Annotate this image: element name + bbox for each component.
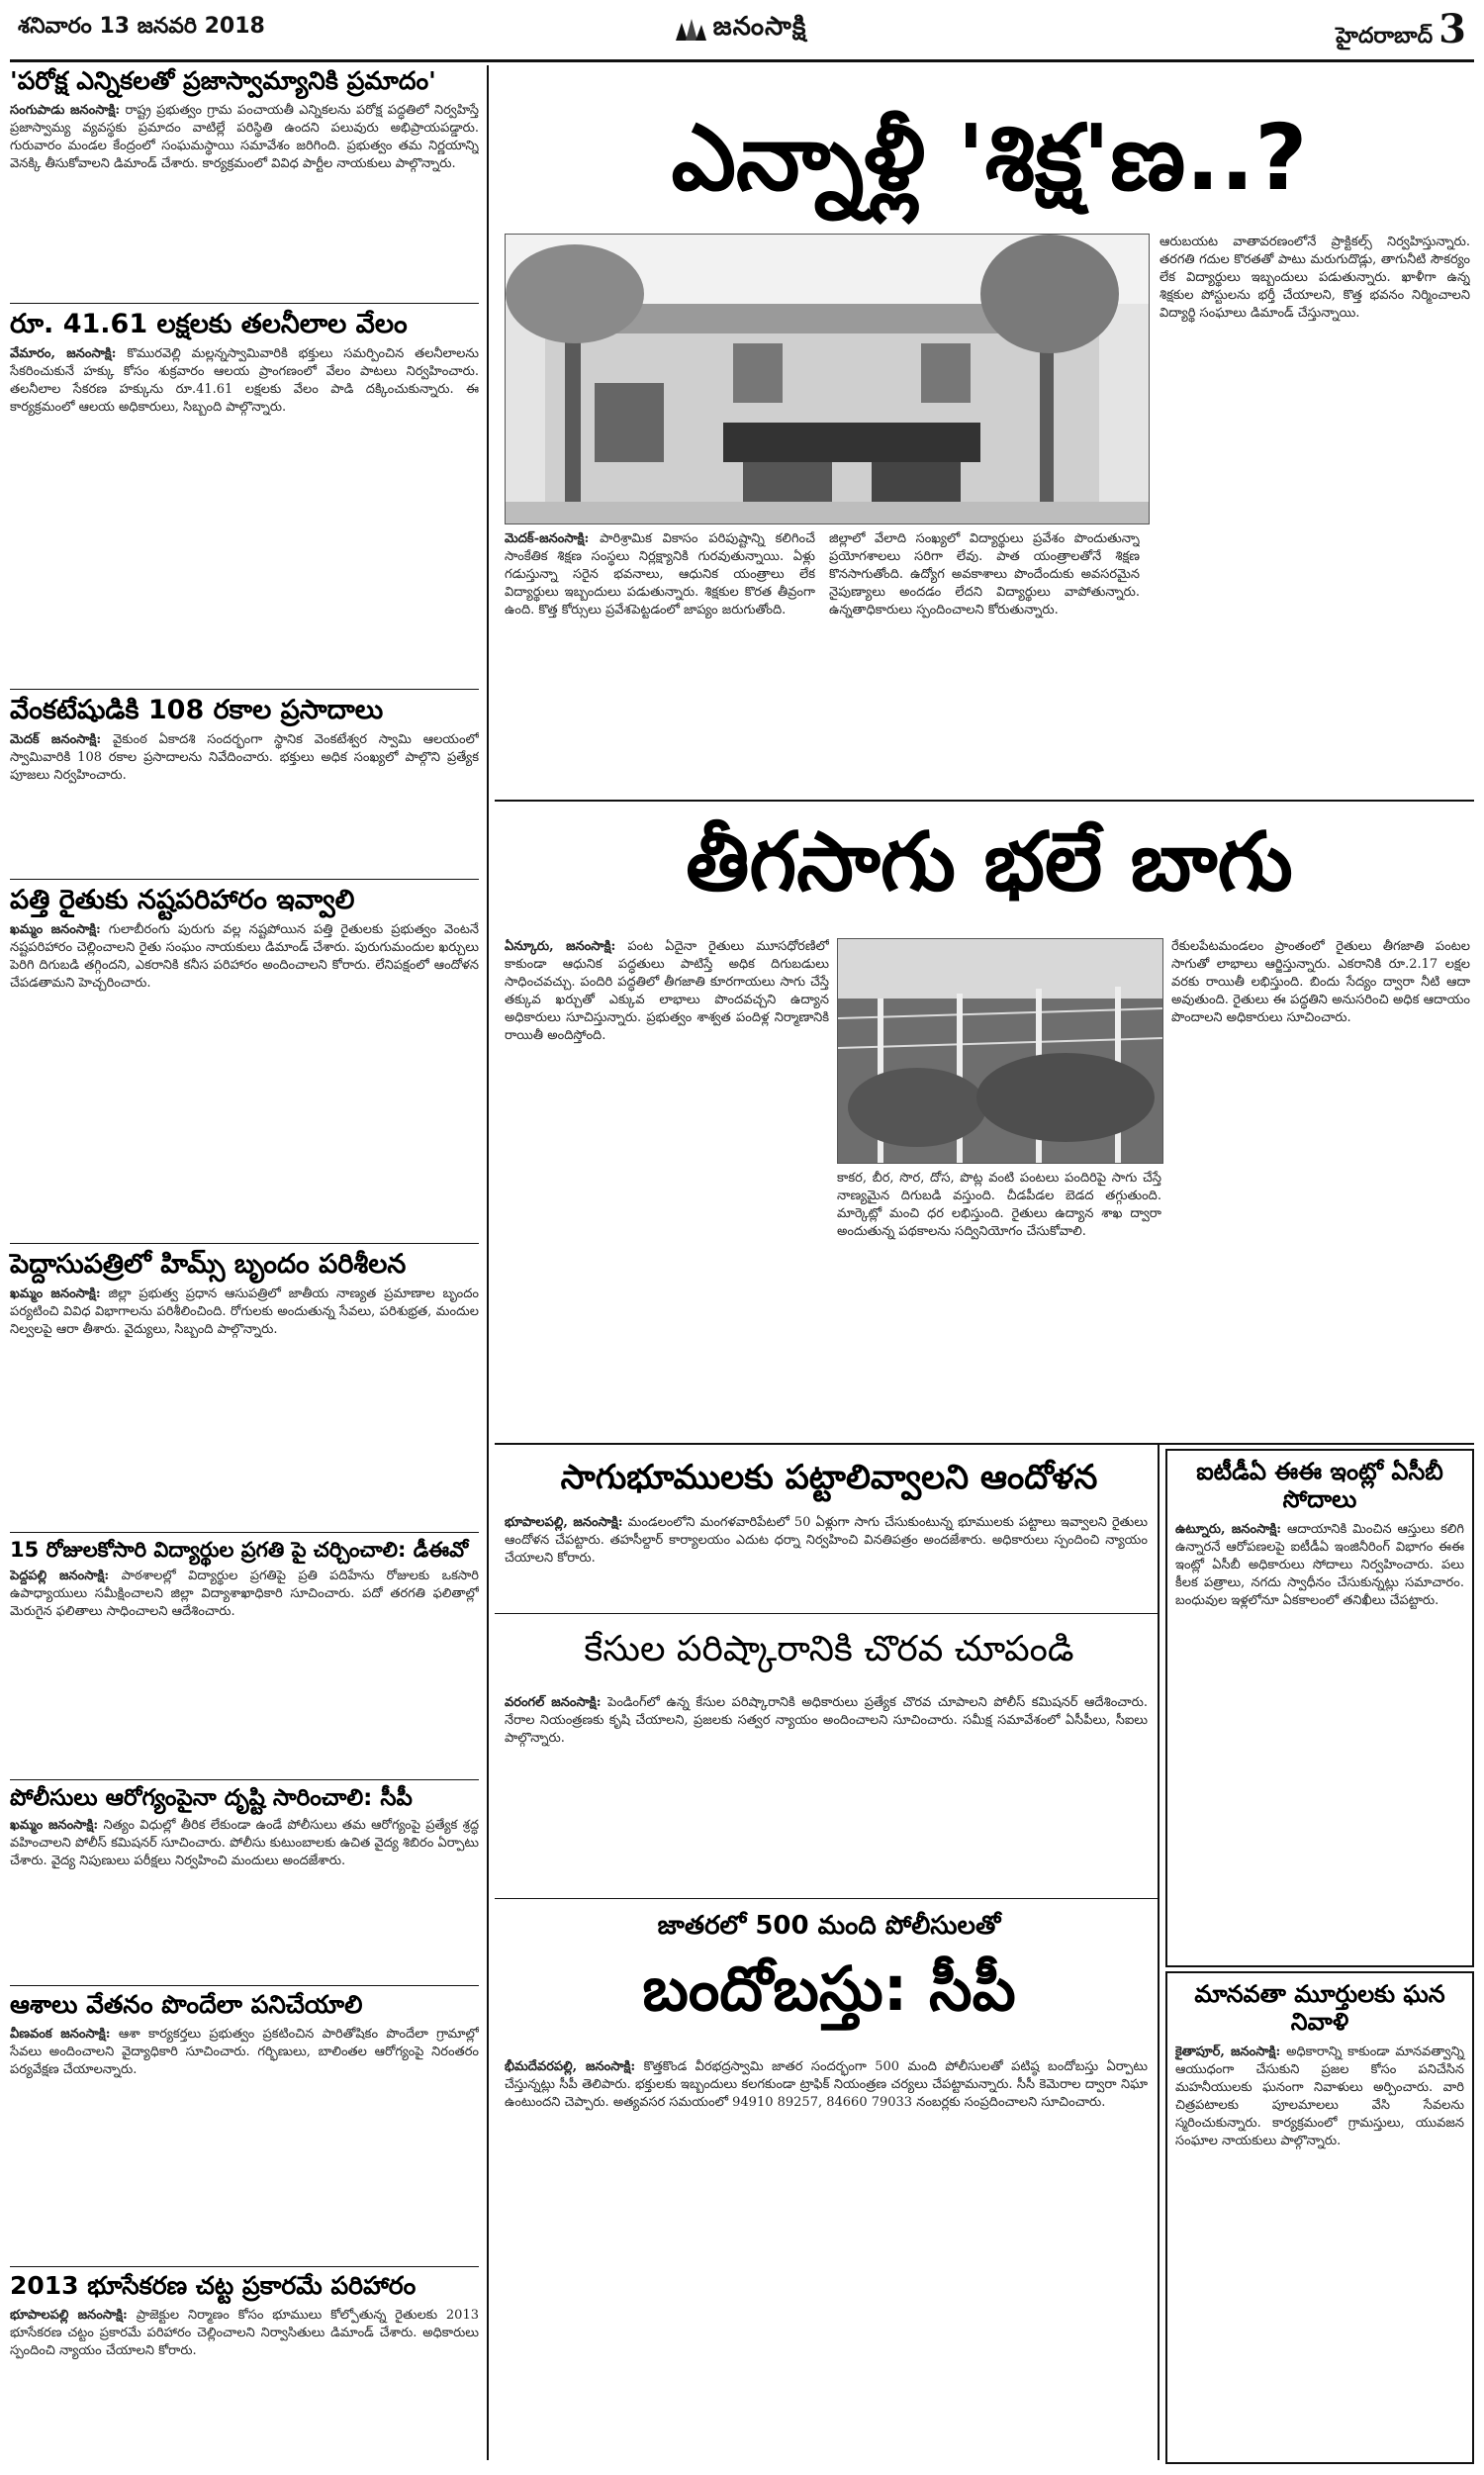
land-story-headline: సాగుభూములకు పట్టాలివ్వాలని ఆందోళన	[560, 1458, 1098, 1497]
tribute-story-dateline: కైతాపూర్, జనంసాక్షి:	[1175, 2045, 1281, 2060]
case-story-headline: కేసుల పరిష్కారానికి చొరవ చూపండి	[584, 1629, 1074, 1669]
story-dateline: ఖమ్మం జనంసాక్షి:	[10, 922, 101, 938]
itic-building-image	[506, 235, 1149, 524]
bandobast-kicker: జాతరలో 500 మంది పోలీసులతో	[657, 1911, 1001, 1941]
section-divider	[495, 1898, 1158, 1899]
story-dateline: ఖమ్మం జనంసాక్షి:	[10, 1818, 99, 1834]
page-locator	[1336, 6, 1466, 53]
acb-story-text: ఆదాయానికి మించిన ఆస్తులు కలిగి ఉన్నారనే ఆరోపణలపై ఐటీడీఏ ఇంజినీరింగ్ విభాగం ఈఈ ఇంట్లో ఏసీబీ అధికారులు సోదాలు నిర్వహించారు. పలు కీలక పత్రాలు, నగదు స్వాధీనం చేసుకున్నట్లు సమాచారం. బంధువుల ఇళ్లలోనూ ఏకకాలంలో తనిఖీలు చేపట్టారు.	[1175, 1522, 1464, 1609]
story-dateline: మెదక్ జనంసాక్షి:	[10, 732, 102, 748]
story-headline: పోలీసులు ఆరోగ్యంపైనా దృష్టి సారించాలి: సీపీ	[10, 1785, 413, 1811]
acb-story-box	[1165, 1449, 1474, 1967]
story-headline: 'పరోక్ష ఎన్నికలతో ప్రజాస్వామ్యానికి ప్రమాదం'	[10, 66, 436, 95]
story-dateline: పెద్దపల్లి జనంసాక్షి:	[10, 1569, 110, 1584]
story-headline: 2013 భూసేకరణ చట్ట ప్రకారమే పరిహారం	[10, 2271, 417, 2300]
section-divider	[495, 1613, 1158, 1614]
story-headline: ఆశాలు వేతనం పొందేలా పనిచేయాలి	[10, 1990, 363, 2019]
story-bhusekarana	[10, 2272, 479, 2445]
case-story-text: పెండింగ్‌లో ఉన్న కేసుల పరిష్కారానికి అధికారులు ప్రత్యేక చొరవ చూపాలని పోలీస్ కమిషనర్ ఆదేశించారు. నేరాల నియంత్రణకు కృషి చేయాలని, ప్రజలకు సత్వర న్యాయం అందించాలని సూచించారు. సమీక్ష సమావేశంలో ఏసీపీలు, సీఐలు పాల్గొన్నారు.	[505, 1695, 1148, 1746]
mid-story-col1-text: పంట ఏదైనా రైతులు మూసధోరణిలో కాకుండా ఆధునిక పద్ధతులు పాటిస్తే అధిక దిగుబడులు సాధించవచ్చు. పందిరి పద్ధతిలో తీగజాతి కూరగాయలు సాగు చేస్తే తక్కువ ఖర్చుతో ఎక్కువ లాభాలు పొందవచ్చని ఉద్యాన అధికారులు సూచిస్తున్నారు. ప్రభుత్వం శాశ్వత పందిళ్ల నిర్మాణానికి రాయితీ అందిస్తోంది.	[505, 939, 829, 1043]
story-prasadalu	[10, 695, 479, 870]
bandobast-dateline: భీమదేవరపల్లి, జనంసాక్షి:	[505, 2059, 636, 2074]
story-body	[10, 1285, 479, 1523]
story-dateline: వేమారం, జనంసాక్షి:	[10, 346, 117, 362]
story-dateline: ఖమ్మం జనంసాక్షి:	[10, 1286, 101, 1302]
tribute-story-headline: మానవతా మూర్తులకు ఘన నివాళి	[1194, 1980, 1445, 2036]
top-story-col3-text: ఆరుబయట వాతావరణంలోనే ప్రాక్టికల్స్ నిర్వహిస్తున్నారు. తరగతి గదుల కొరతతో పాటు మరుగుదొడ్లు, తాగునీటి సౌకర్యం లేక విద్యార్థులు ఇబ్బందులు పడుతున్నారు. ఖాళీగా ఉన్న శిక్షకుల పోస్టులను భర్తీ చేయాలని, కొత్త భవనం నిర్మించాలని విద్యార్థి సంఘాలు డిమాండ్ చేస్తున్నాయి.	[1159, 235, 1470, 321]
case-story-dateline: వరంగల్ జనంసాక్షి:	[505, 1695, 602, 1710]
top-story-photo	[505, 234, 1150, 524]
story-text: నిత్యం విధుల్లో తీరిక లేకుండా ఉండే పోలీసులు తమ ఆరోగ్యంపై ప్రత్యేక శ్రద్ధ వహించాలని పోలీస్ కమిషనర్ సూచించారు. పోలీసు కుటుంబాలకు ఉచిత వైద్య శిబిరం ఏర్పాటు చేశారు. వైద్య నిపుణులు పరీక్షలు నిర్వహించి మందులు అందజేశారు.	[10, 1818, 479, 1869]
section-divider	[495, 1443, 1474, 1445]
bandobast-headline: బందోబస్తు: సీపీ	[642, 1952, 1016, 2025]
mid-story-photo	[837, 938, 1163, 1164]
tribute-story-body	[1167, 2040, 1472, 2443]
story-body	[10, 1568, 479, 1765]
section-divider	[495, 800, 1474, 802]
page-number: 3	[1438, 6, 1466, 52]
mid-story-col2-text: కాకర, బీర, సొర, దోస, పొట్ల వంటి పంటలు పందిరిపై సాగు చేస్తే నాణ్యమైన దిగుబడి వస్తుంది. చీడపీడల బెడద తగ్గుతుంది. మార్కెట్లో మంచి ధర లభిస్తుంది. రైతులు ఉద్యాన శాఖ ద్వారా అందుతున్న పథకాలను సద్వినియోగం చేసుకోవాలి.	[837, 1171, 1161, 1239]
story-headline: 15 రోజులకోసారి విద్యార్థుల ప్రగతి పై చర్చించాలి: డీఈవో	[10, 1538, 469, 1562]
top-story-headline: ఎన్నాళ్లీ 'శిక్ష'ణ..?	[671, 105, 1308, 211]
story-separator	[10, 1243, 479, 1244]
tribute-story-text: అధికారాన్ని కాకుండా మానవత్వాన్ని ఆయుధంగా చేసుకుని ప్రజల కోసం పనిచేసిన మహనీయులకు ఘనంగా నివాళులు అర్పించారు. వారి చిత్రపటాలకు పూలమాలలు వేసి సేవలను స్మరించుకున్నారు. కార్యక్రమంలో గ్రామస్తులు, యువజన సంఘాల నాయకులు పాల్గొన్నారు.	[1175, 2045, 1464, 2149]
story-dateline: భూపాలపల్లి జనంసాక్షి:	[10, 2307, 128, 2323]
story-text: జిల్లా ప్రభుత్వ ప్రధాన ఆసుపత్రిలో జాతీయ నాణ్యత ప్రమాణాల బృందం పర్యటించి వివిధ విభాగాలను పరిశీలించింది. రోగులకు అందుతున్న సేవలు, పరిశుభ్రత, మందుల నిల్వలపై ఆరా తీశారు. వైద్యులు, సిబ్బంది పాల్గొన్నారు.	[10, 1286, 479, 1338]
story-deo	[10, 1538, 479, 1765]
story-text: ప్రాజెక్టుల నిర్మాణం కోసం భూములు కోల్పోతున్న రైతులకు 2013 భూసేకరణ చట్టం ప్రకారమే పరిహారం చెల్లించాలని నిర్వాసితులు డిమాండ్ చేశారు. అధికారులు స్పందించి న్యాయం చేయాలని కోరారు.	[10, 2307, 479, 2358]
story-text: వైకుంఠ ఏకాదశి సందర్భంగా స్థానిక వెంకటేశ్వర స్వామి ఆలయంలో స్వామివారికి 108 రకాల ప్రసాదాలను నివేదించారు. భక్తులు అధిక సంఖ్యలో పాల్గొని ప్రత్యేక పూజలు నిర్వహించారు.	[10, 732, 479, 784]
story-dateline: సంగుపాడు జనంసాక్షి:	[10, 102, 121, 118]
story-headline: వేంకటేషుడికి 108 రకాల ప్రసాదాలు	[10, 695, 384, 725]
story-separator	[10, 1779, 479, 1780]
land-story-text: మండలంలోని మంగళవారిపేటలో 50 ఏళ్లుగా సాగు చేసుకుంటున్న భూములకు పట్టాలు ఇవ్వాలని రైతులు ఆందోళన చేపట్టారు. తహసీల్దార్ కార్యాలయం ఎదుట ధర్నా నిర్వహించి వినతిపత్రం అందజేశారు. అధికారులు స్పందించి న్యాయం చేయాలని కోరారు.	[505, 1515, 1148, 1566]
story-asha	[10, 1991, 479, 2255]
story-paroksha	[10, 67, 479, 298]
story-headline: పత్తి రైతుకు నష్టపరిహారం ఇవ్వాలి	[10, 885, 355, 915]
story-text: గులాబీరంగు పురుగు వల్ల నష్టపోయిన పత్తి రైతులకు ప్రభుత్వం వెంటనే నష్టపరిహారం చెల్లించాలని రైతు సంఘం నాయకులు డిమాండ్ చేశారు. పురుగుమందుల ఖర్చులు పెరిగి దిగుబడి తగ్గిందని, ఎకరానికి కనీస పరిహారం అందించాలని కోరారు. లేనిపక్షంలో ఆందోళన చేపడతామని హెచ్చరించారు.	[10, 922, 479, 992]
mid-story-headline: తీగసాగు భలే బాగు	[686, 815, 1293, 909]
mid-story-col1	[505, 938, 829, 1433]
issue-date: శనివారం 13 జనవరి 2018	[18, 14, 265, 39]
masthead	[621, 8, 859, 51]
acb-story-body	[1167, 1517, 1472, 1951]
acb-story-dateline: ఉట్నూరు, జనంసాక్షి:	[1175, 1522, 1282, 1538]
bandobast-text: కొత్తకొండ వీరభద్రస్వామి జాతర సందర్భంగా 500 మంది పోలీసులతో పటిష్ఠ బందోబస్తు ఏర్పాటు చేస్తున్నట్లు సీపీ తెలిపారు. భక్తులకు ఇబ్బందులు కలగకుండా ట్రాఫిక్ నియంత్రణ చర్యలు చేపట్టామన్నారు. సీసీ కెమెరాల ద్వారా నిఘా ఉంటుందని చెప్పారు. అత్యవసర సమయంలో 94910 89257, 84660 79033 నంబర్లకు సంప్రదించాలని సూచించారు.	[505, 2059, 1148, 2110]
story-body	[10, 345, 479, 678]
story-body	[10, 2026, 479, 2255]
land-story-dateline: భూపాలపల్లి, జనంసాక్షి:	[505, 1515, 623, 1530]
vine-farm-image	[838, 939, 1162, 1163]
story-separator	[10, 689, 479, 690]
bandobast-body	[505, 2058, 1148, 2454]
story-text: ఆశా కార్యకర్తలు ప్రభుత్వం ప్రకటించిన పారితోషికం పొందేలా గ్రామాల్లో సేవలు అందించాలని వైద్యాధికారి సూచించారు. గర్భిణులు, బాలింతల ఆరోగ్యంపై నిరంతరం పర్యవేక్షణ చేయాలన్నారు.	[10, 2026, 479, 2077]
story-separator	[10, 303, 479, 304]
top-story-col2	[829, 530, 1140, 788]
top-story-col3	[1159, 234, 1470, 788]
left-column-divider	[487, 65, 489, 2460]
story-text: పాఠశాలల్లో విద్యార్థుల ప్రగతిపై ప్రతి పదిహేను రోజులకు ఒకసారి ఉపాధ్యాయులు సమీక్షించాలని జిల్లా విద్యాశాఖాధికారి సూచించారు. పదో తరగతి ఫలితాల్లో మెరుగైన ఫలితాలు సాధించాలని ఆదేశించారు.	[10, 1569, 479, 1620]
city-name: హైదరాబాద్	[1336, 24, 1434, 48]
story-body	[10, 921, 479, 1230]
top-story-col1	[505, 530, 815, 788]
case-story-body	[505, 1694, 1148, 1892]
tribute-story-box	[1165, 1971, 1474, 2464]
story-body	[10, 731, 479, 870]
story-separator	[10, 1532, 479, 1533]
story-separator	[10, 1985, 479, 1986]
acb-story-headline: ఐటీడీఏ ఈఈ ఇంట్లో ఏసీబీ సోదాలు	[1196, 1458, 1443, 1513]
land-story-body	[505, 1514, 1148, 1607]
story-text: రాష్ట్ర ప్రభుత్వం గ్రామ పంచాయతీ ఎన్నికలను పరోక్ష పద్ధతిలో నిర్వహిస్తే ప్రజాస్వామ్య వ్యవస్థకు ప్రమాదం వాటిల్లే పరిస్థితి ఉందని పలువురు అభిప్రాయపడ్డారు. గురువారం మండల కేంద్రంలో సంఘమస్థాయి సమావేశం జరిగింది. ప్రభుత్వం తమ నిర్ణయాన్ని వెనక్కి తీసుకోవాలని డిమాండ్ చేశారు. కార్యక్రమంలో వివిధ పార్టీల నాయకులు పాల్గొన్నారు.	[10, 102, 479, 171]
right-box-divider	[1158, 1445, 1159, 2460]
story-body	[10, 2307, 479, 2445]
story-headline: రూ. 41.61 లక్షలకు తలనీలాల వేలం	[10, 309, 408, 339]
story-separator	[10, 2266, 479, 2267]
top-story-dateline: మెదక్‌-జనంసాక్షి:	[505, 531, 590, 546]
story-police-health	[10, 1785, 479, 1979]
story-dateline: వీణవంక జనంసాక్షి:	[10, 2026, 111, 2042]
story-separator	[10, 879, 479, 880]
story-talaneelalu	[10, 309, 479, 678]
mid-story-col2	[837, 1170, 1161, 1433]
left-column	[10, 67, 479, 2462]
story-patti-raithu	[10, 885, 479, 1230]
story-headline: పెద్దాసుపత్రిలో హిమ్స్ బృందం పరిశీలన	[10, 1249, 407, 1280]
mid-story-dateline: ఏన్కూరు, జనంసాక్షి:	[505, 939, 616, 954]
story-body	[10, 1817, 479, 1979]
story-text: కొమురవెల్లి మల్లన్నస్వామివారికి భక్తులు సమర్పించిన తలనీలాలను సేకరించుకునే హక్కు కోసం శుక్రవారం ఆలయ ప్రాంగణంలో వేలం పాటలు నిర్వహించారు. తలనీలాల సేకరణ హక్కును రూ.41.61 లక్షలకు వేలం పాడి దక్కించుకున్నారు. ఈ కార్యక్రమంలో ఆలయ అధికారులు, సిబ్బంది పాల్గొన్నారు.	[10, 346, 479, 416]
story-hims	[10, 1249, 479, 1523]
mid-story-col3	[1171, 938, 1470, 1433]
header-rule	[10, 59, 1474, 62]
mid-story-col3-text: రేకులపేటమండలం ప్రాంతంలో రైతులు తీగజాతి పంటల సాగుతో లాభాలు ఆర్జిస్తున్నారు. ఎకరానికి రూ.2.17 లక్షల వరకు రాయితీ లభిస్తుంది. బిందు సేద్యం ద్వారా నీటి ఆదా అవుతుంది. రైతులు ఈ పద్ధతిని అనుసరించి అధిక ఆదాయం పొందాలని అధికారులు సూచించారు.	[1171, 939, 1470, 1025]
masthead-logo-icon	[674, 17, 707, 43]
story-body	[10, 102, 479, 298]
top-story-col1-text: పారిశ్రామిక వికాసం పరిపుష్టాన్ని కలిగించే సాంకేతిక శిక్షణ సంస్థలు నిర్లక్ష్యానికి గురవుతున్నాయి. ఏళ్లు గడుస్తున్నా సరైన భవనాలు, ఆధునిక యంత్రాలు లేక విద్యార్థులు ఇబ్బందులు పడుతున్నారు. శిక్షకుల కొరత తీవ్రంగా ఉంది. కొత్త కోర్సులు ప్రవేశపెట్టడంలో జాప్యం జరుగుతోంది.	[505, 531, 815, 618]
masthead-title: జనంసాక్షి	[712, 12, 807, 42]
top-story-col2-text: జిల్లాలో వేలాది సంఖ్యలో విద్యార్థులు ప్రవేశం పొందుతున్నా ప్రయోగశాలలు సరిగా లేవు. పాత యంత్రాలతోనే శిక్షణ కొనసాగుతోంది. ఉద్యోగ అవకాశాలు పొందేందుకు అవసరమైన నైపుణ్యాలు అందడం లేదని విద్యార్థులు వాపోతున్నారు. ఉన్నతాధికారులు స్పందించాలని కోరుతున్నారు.	[829, 531, 1140, 618]
